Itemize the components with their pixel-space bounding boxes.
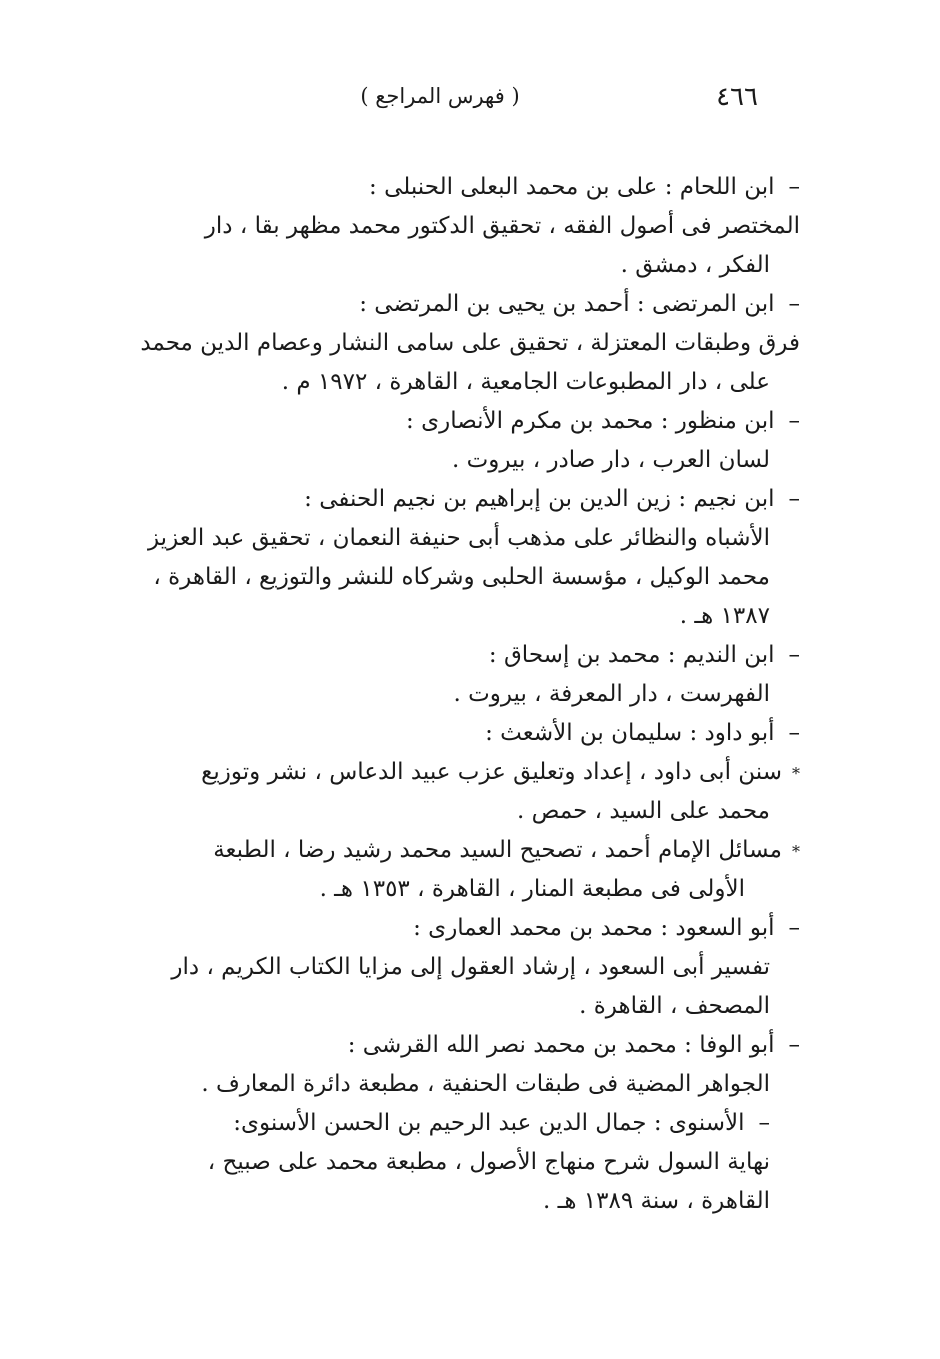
bullet-star: *: [792, 842, 800, 861]
dash-marker: –: [788, 720, 800, 746]
bullet-item: [128, 753, 800, 792]
line-text: المصحف ، القاهرة .: [579, 993, 770, 1019]
reference-line: [128, 597, 800, 636]
line-text: فرق وطبقات المعتزلة ، تحقيق على سامى النشار وعصام الدين محمد: [140, 330, 800, 356]
line-text: أبو السعود : محمد بن محمد العمارى :: [413, 915, 775, 941]
reference-line: [128, 1065, 800, 1104]
line-text: محمد الوكيل ، مؤسسة الحلبى وشركاه للنشر والتوزيع ، القاهرة ،: [153, 564, 770, 590]
line-text: الأسنوى : جمال الدين عبد الرحيم بن الحسن الأسنوى:: [233, 1110, 745, 1136]
dash-marker: –: [788, 174, 800, 200]
author-heading: [128, 285, 800, 324]
dash-marker: –: [788, 915, 800, 941]
author-heading: [128, 1026, 800, 1065]
reference-line: [128, 363, 800, 402]
line-text: ابن النديم : محمد بن إسحاق :: [488, 642, 775, 668]
author-heading: [128, 909, 800, 948]
dash-marker: –: [758, 1110, 770, 1136]
dash-marker: –: [788, 408, 800, 434]
line-text: محمد على السيد ، حمص .: [517, 798, 770, 824]
author-heading: [128, 480, 800, 519]
line-text: ابن نجيم : زين الدين بن إبراهيم بن نجيم الحنفى :: [304, 486, 775, 512]
line-text: تفسير أبى السعود ، إرشاد العقول إلى مزايا الكتاب الكريم ، دار: [171, 954, 770, 980]
author-heading: [128, 714, 800, 753]
line-text: ابن المرتضى : أحمد بن يحيى بن المرتضى :: [359, 291, 775, 317]
reference-line: [128, 1143, 800, 1182]
line-text: ١٣٨٧ هـ .: [679, 603, 770, 629]
bullet-item: [128, 831, 800, 870]
reference-line: [128, 558, 800, 597]
running-title: ( فهرس المراجع ): [360, 84, 520, 108]
author-heading: [128, 168, 800, 207]
line-text: سنن أبى داود ، إعداد وتعليق عزب عبيد الدعاس ، نشر وتوزيع: [201, 759, 782, 785]
reference-line: [128, 792, 800, 831]
dash-marker: –: [788, 1032, 800, 1058]
bullet-continuation: [128, 870, 800, 909]
author-heading: [128, 636, 800, 675]
page-header: [0, 82, 940, 118]
reference-line: [128, 948, 800, 987]
line-text: الأولى فى مطبعة المنار ، القاهرة ، ١٣٥٣ هـ .: [319, 876, 745, 902]
line-text: الفكر ، دمشق .: [620, 252, 770, 278]
reference-line: [128, 987, 800, 1026]
line-text: المختصر فى أصول الفقه ، تحقيق الدكتور محمد مظهر بقا ، دار: [204, 213, 800, 239]
author-heading: [128, 402, 800, 441]
line-text: ابن اللحام : على بن محمد البعلى الحنبلى :: [369, 174, 775, 200]
reference-line: [128, 675, 800, 714]
reference-line: [128, 324, 800, 363]
line-text: نهاية السول شرح منهاج الأصول ، مطبعة محمد على صبيح ،: [207, 1149, 770, 1175]
line-text: الفهرست ، دار المعرفة ، بيروت .: [453, 681, 770, 707]
line-text: أبو داود : سليمان بن الأشعث :: [485, 720, 775, 746]
line-text: أبو الوفا : محمد بن محمد نصر الله القرشى :: [347, 1032, 775, 1058]
reference-line: [128, 246, 800, 285]
dash-marker: –: [788, 486, 800, 512]
references-list: [128, 168, 800, 1221]
line-text: لسان العرب ، دار صادر ، بيروت .: [451, 447, 770, 473]
reference-line: [128, 1182, 800, 1221]
line-text: ابن منظور : محمد بن مكرم الأنصارى :: [406, 408, 775, 434]
line-text: مسائل الإمام أحمد ، تصحيح السيد محمد رشيد رضا ، الطبعة: [213, 837, 782, 863]
page-number: ٤٦٦: [716, 82, 758, 112]
reference-line: [128, 441, 800, 480]
line-text: على ، دار المطبوعات الجامعية ، القاهرة ، ١٩٧٢ م .: [281, 369, 770, 395]
line-text: الأشباه والنظائر على مذهب أبى حنيفة النعمان ، تحقيق عبد العزيز: [147, 525, 770, 551]
author-heading-inline: [128, 1104, 800, 1143]
line-text: القاهرة ، سنة ١٣٨٩ هـ .: [542, 1188, 770, 1214]
dash-marker: –: [788, 291, 800, 317]
bullet-star: *: [792, 764, 800, 783]
reference-line: [128, 519, 800, 558]
dash-marker: –: [788, 642, 800, 668]
line-text: الجواهر المضية فى طبقات الحنفية ، مطبعة دائرة المعارف .: [201, 1071, 770, 1097]
reference-line: [128, 207, 800, 246]
